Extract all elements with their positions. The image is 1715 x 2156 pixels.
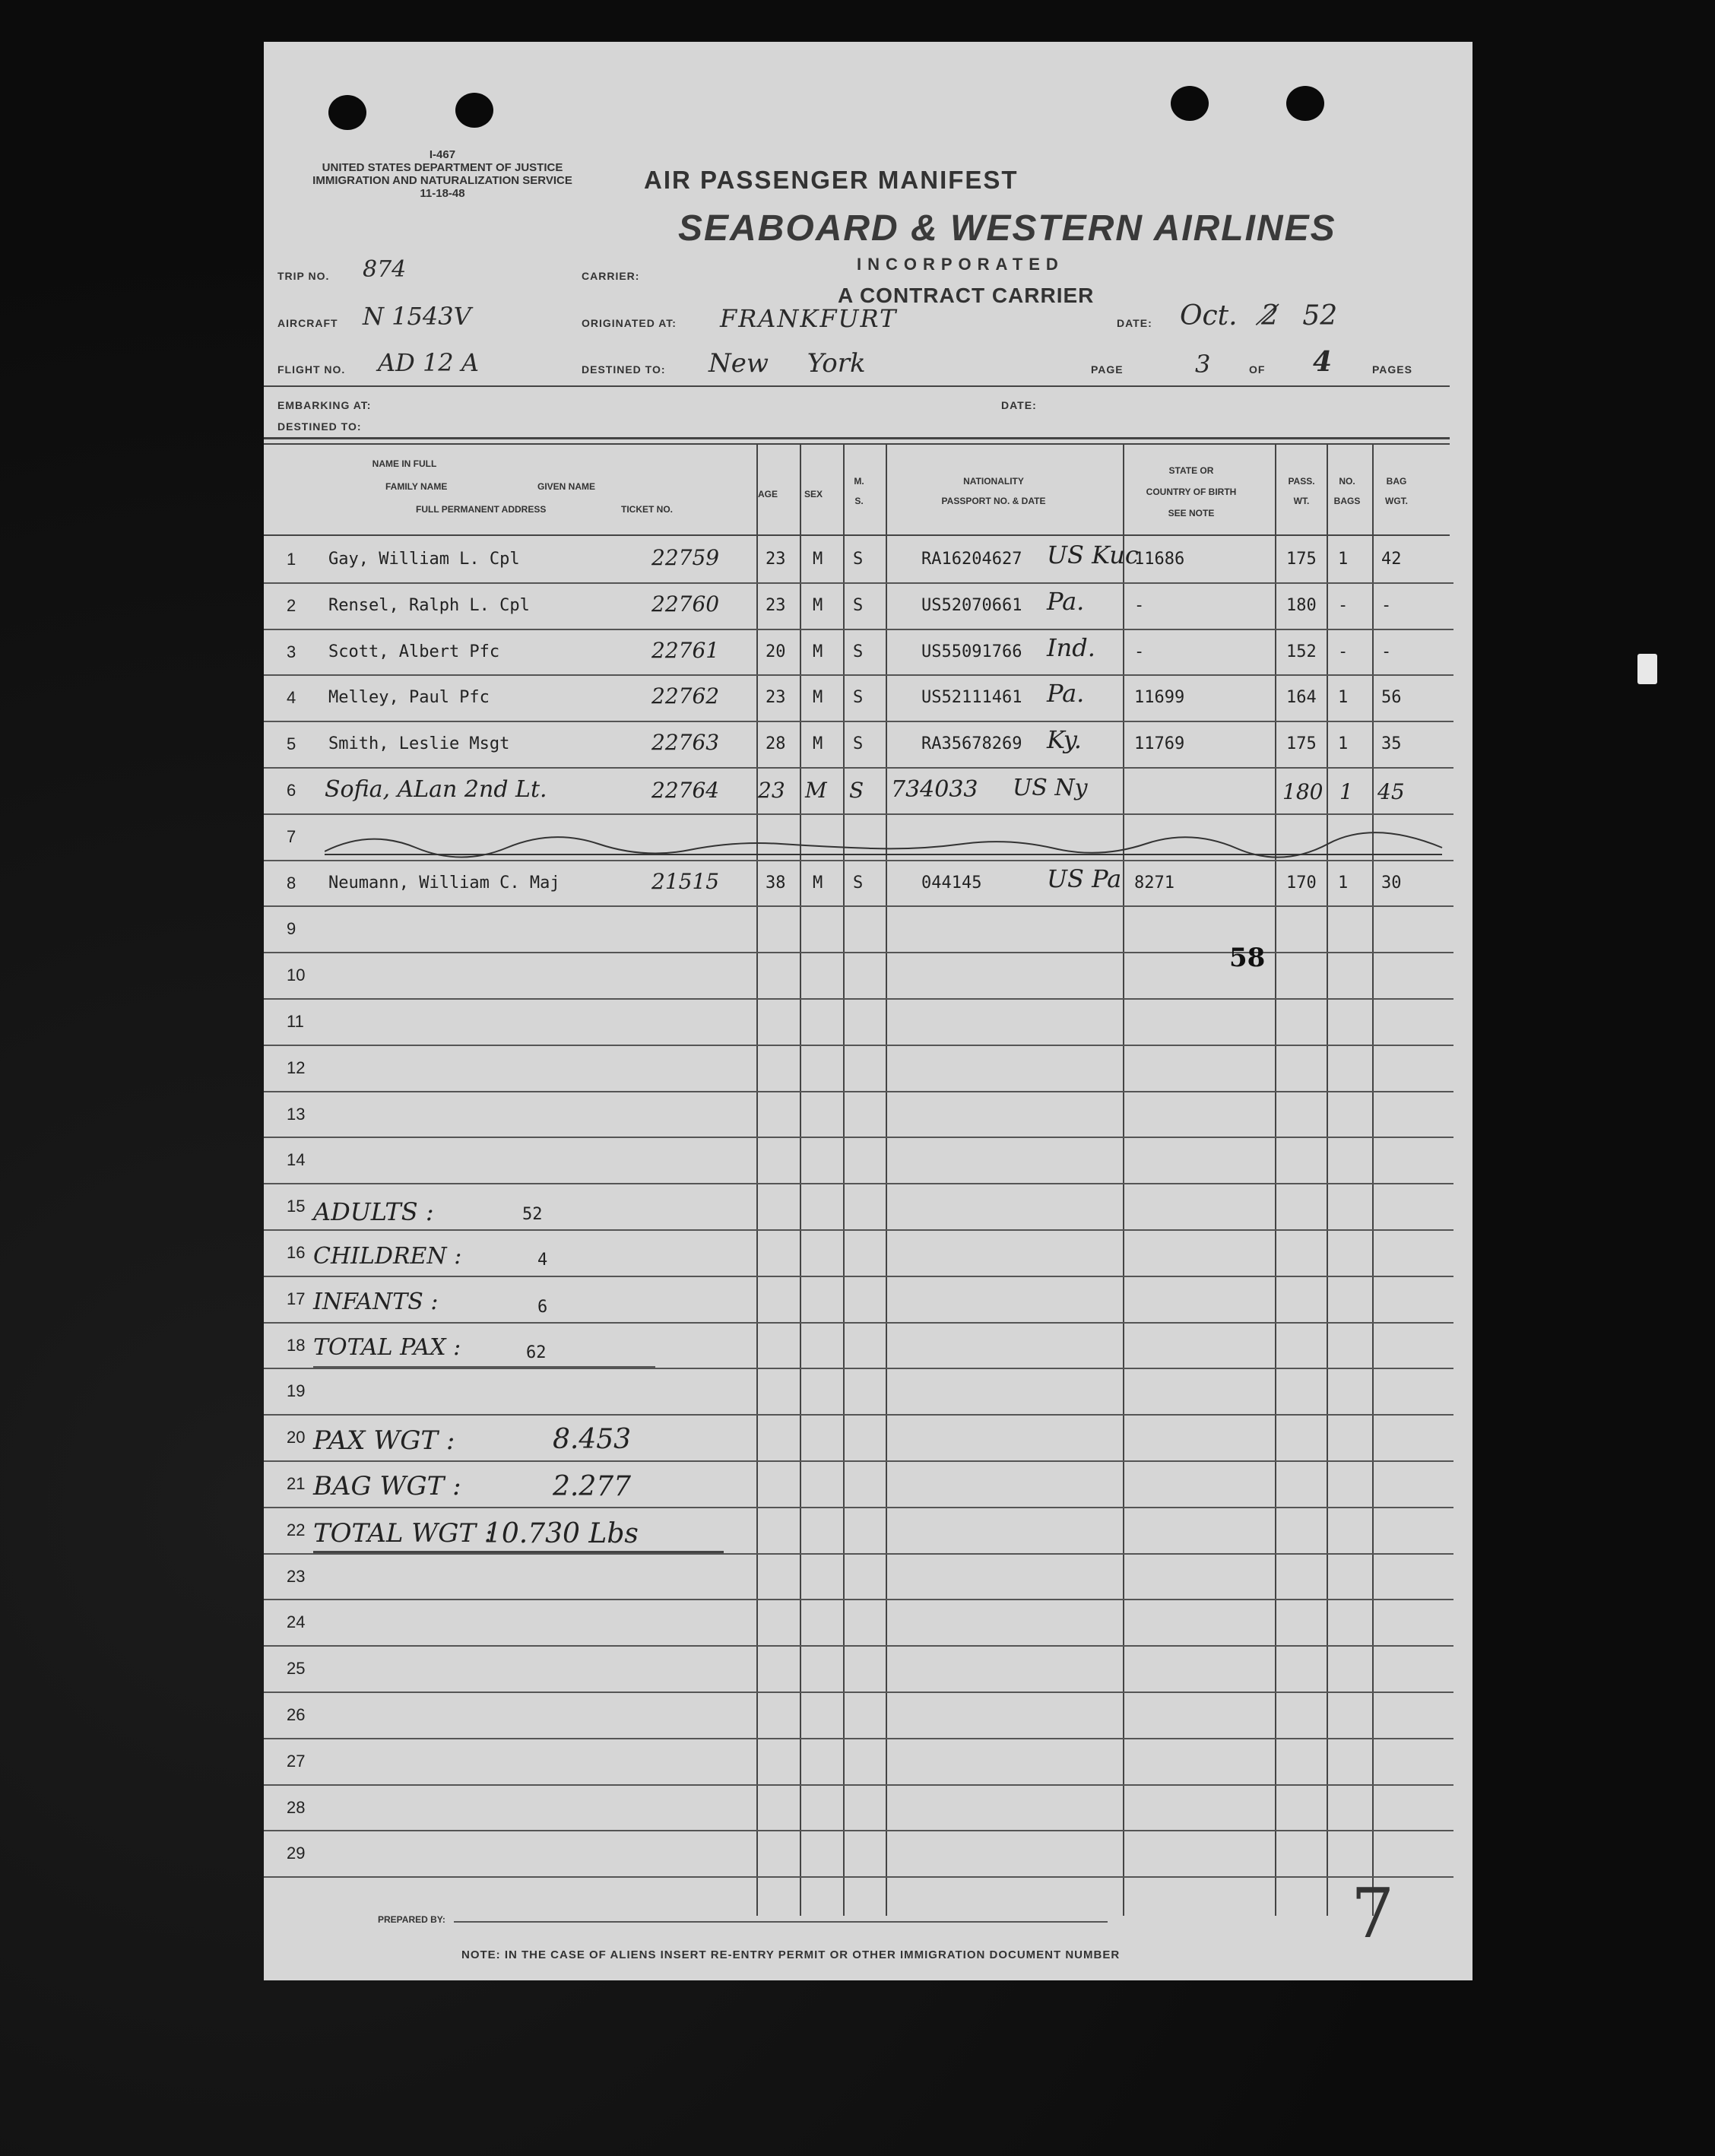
incorporated-label: INCORPORATED [857, 255, 1064, 274]
nationality-handwritten: Ky. [1047, 725, 1082, 755]
of-label: OF [1249, 363, 1266, 376]
age: 23 [758, 778, 785, 803]
row-number: 18 [287, 1335, 306, 1355]
flight-no-label: FLIGHT NO. [277, 363, 346, 376]
bags-count: - [1338, 642, 1349, 661]
scan-speck [1637, 654, 1657, 684]
row-line [264, 1091, 1453, 1092]
bag-wgt-label: BAG WGT : [313, 1471, 461, 1501]
row-line [264, 1645, 1453, 1647]
flight-no-value: AD 12 A [378, 348, 479, 377]
row-line [264, 1229, 1453, 1231]
col-header-ticket: TICKET NO. [621, 504, 673, 515]
row-number: 14 [287, 1150, 306, 1170]
col-divider [1372, 445, 1374, 1916]
col-bagw2: WGT. [1385, 496, 1408, 506]
adults-value: 52 [522, 1205, 543, 1224]
row-line [264, 1322, 1453, 1324]
total-wgt-value: 10.730 Lbs [484, 1518, 639, 1549]
row-line [264, 1876, 1453, 1878]
total-pax-label: TOTAL PAX : [313, 1334, 461, 1361]
pass-weight: 152 [1286, 642, 1317, 661]
divider [264, 385, 1450, 387]
nationality-handwritten: US Ny [1013, 775, 1088, 801]
row-7-strikethrough [325, 821, 1450, 867]
age: 20 [766, 642, 786, 661]
infants-label: INFANTS : [313, 1289, 439, 1315]
row-line [264, 1830, 1453, 1831]
passport-number: US52111461 [921, 688, 1022, 708]
age: 23 [766, 595, 786, 615]
row-number: 11 [287, 1012, 304, 1031]
col-divider [843, 445, 845, 1916]
row-line [264, 1784, 1453, 1786]
service-name: IMMIGRATION AND NATURALIZATION SERVICE [312, 174, 572, 187]
destined-to-value: New York [709, 348, 866, 379]
pages-label: PAGES [1372, 363, 1412, 376]
passport-number: 044145 [921, 873, 982, 893]
passport-number: US55091766 [921, 642, 1022, 661]
col-header-birth [1130, 460, 1252, 524]
bags-count: - [1338, 595, 1349, 615]
divider [264, 437, 1450, 439]
col-pass1: PASS. [1288, 476, 1315, 487]
row-line [264, 952, 1453, 953]
row-number: 25 [287, 1659, 306, 1679]
row-line [264, 1738, 1453, 1739]
col-ms1: M. [854, 476, 864, 487]
col-header-given: GIVEN NAME [537, 481, 596, 492]
prepared-by-line [454, 1921, 1108, 1923]
passport-number: RA16204627 [921, 550, 1022, 569]
originated-at-label: ORIGINATED AT: [582, 317, 677, 329]
date-label: DATE: [1117, 317, 1152, 329]
pass-weight: 175 [1286, 550, 1317, 569]
total-wgt-label: TOTAL WGT : [313, 1518, 493, 1549]
col-name-line1: NAME IN FULL [372, 458, 437, 469]
divider [264, 443, 1450, 445]
carrier-label: CARRIER: [582, 270, 640, 282]
children-label: CHILDREN : [313, 1243, 462, 1270]
row-number: 21 [287, 1474, 306, 1493]
trip-no-value: 874 [363, 256, 407, 283]
col-header-family: FAMILY NAME [385, 481, 448, 492]
row-line [264, 905, 1453, 907]
pass-weight: 180 [1282, 779, 1323, 804]
col-divider [886, 445, 887, 1916]
col-header-name [309, 452, 499, 475]
sex: M [813, 595, 823, 615]
department-block [275, 148, 610, 200]
passenger-name: Rensel, Ralph L. Cpl [328, 595, 530, 615]
page-stamp: 58 [1229, 943, 1266, 973]
pass-weight: 170 [1286, 873, 1317, 893]
page-value: 3 [1195, 350, 1211, 379]
col-header-nationality [887, 471, 1100, 511]
destined-to-lower-label: DESTINED TO: [277, 420, 362, 433]
passenger-name: Neumann, William C. Maj [328, 873, 560, 893]
col-pass2: WT. [1293, 496, 1310, 506]
passenger-name: Sofia, ALan 2nd Lt. [325, 776, 547, 803]
bag-weight: 30 [1381, 873, 1402, 893]
row-line [264, 629, 1453, 630]
row-number: 23 [287, 1566, 306, 1586]
ticket-number: 22760 [651, 591, 720, 617]
row-line [264, 813, 1453, 815]
ticket-number: 22762 [651, 683, 720, 709]
birth-code: 8271 [1134, 873, 1175, 893]
aircraft-label: AIRCRAFT [277, 317, 338, 329]
row-number: 28 [287, 1797, 306, 1817]
col-divider [1123, 445, 1124, 1916]
bags-count: 1 [1338, 550, 1349, 569]
birth-code: - [1134, 595, 1145, 615]
col-header-bags [1332, 471, 1362, 511]
embarking-at-label: EMBARKING AT: [277, 399, 372, 411]
col-bags2: BAGS [1333, 496, 1361, 506]
department-name: UNITED STATES DEPARTMENT OF JUSTICE [322, 161, 563, 174]
sex: M [813, 642, 823, 661]
pax-wgt-label: PAX WGT : [313, 1425, 455, 1456]
originated-at-value: FRANKFURT [720, 304, 898, 333]
bag-weight: - [1381, 642, 1392, 661]
date-value: Oct. 2̸ 52 [1180, 300, 1338, 331]
row-line [264, 674, 1453, 676]
marital-status: S [849, 778, 864, 803]
row-number: 20 [287, 1428, 306, 1447]
col-divider [1275, 445, 1276, 1916]
row-line [264, 767, 1453, 769]
col-nat2: PASSPORT NO. & DATE [941, 496, 1046, 506]
row-number: 9 [287, 919, 296, 939]
row-number: 22 [287, 1520, 306, 1539]
nationality-handwritten: US Kuc [1047, 541, 1139, 569]
bag-wgt-value: 2.277 [553, 1471, 632, 1502]
passenger-name: Gay, William L. Cpl [328, 550, 520, 569]
bags-count: 1 [1338, 734, 1349, 754]
col-header-address: FULL PERMANENT ADDRESS [416, 504, 547, 515]
sex: M [813, 873, 823, 893]
row-line [264, 1045, 1453, 1046]
date2-label: DATE: [1001, 399, 1037, 411]
age: 38 [766, 873, 786, 893]
row-number: 24 [287, 1612, 306, 1632]
ticket-number: 22761 [651, 637, 720, 663]
form-date: 11-18-48 [420, 187, 465, 200]
ticket-number: 22763 [651, 730, 720, 756]
corner-mark: 7 [1351, 1874, 1395, 1954]
col-divider [1327, 445, 1328, 1916]
marital-status: S [853, 595, 864, 615]
row-number: 1 [287, 550, 296, 569]
nationality-handwritten: US Pa [1047, 864, 1122, 893]
ticket-number: 21515 [651, 868, 720, 894]
sex: M [813, 734, 823, 754]
col-bags1: NO. [1339, 476, 1355, 487]
col-state3: SEE NOTE [1168, 508, 1215, 518]
pass-weight: 164 [1286, 688, 1317, 708]
col-state1: STATE OR [1168, 465, 1214, 476]
birth-code: - [1134, 642, 1145, 661]
total-pax-value: 62 [526, 1343, 547, 1362]
col-ms2: S. [854, 496, 864, 506]
punch-hole [1171, 86, 1209, 121]
bag-weight: 56 [1381, 688, 1402, 708]
col-state2: COUNTRY OF BIRTH [1146, 487, 1237, 497]
manifest-sheet [264, 42, 1472, 1980]
age: 23 [766, 550, 786, 569]
row-number: 12 [287, 1057, 306, 1077]
col-divider [800, 445, 801, 1916]
col-nat1: NATIONALITY [963, 476, 1024, 487]
airline-name: SEABOARD & WESTERN AIRLINES [678, 208, 1336, 249]
bags-count: 1 [1339, 779, 1353, 804]
marital-status: S [853, 642, 864, 661]
total-pax-underline [313, 1366, 655, 1369]
col-header-age: AGE [757, 489, 778, 499]
destined-to-label: DESTINED TO: [582, 363, 666, 376]
row-number: 5 [287, 734, 296, 754]
row-number: 13 [287, 1104, 306, 1124]
row-number: 15 [287, 1197, 306, 1216]
adults-label: ADULTS : [313, 1197, 434, 1226]
page-label: PAGE [1091, 363, 1124, 376]
pass-weight: 180 [1286, 595, 1317, 615]
row-number: 17 [287, 1289, 306, 1308]
birth-code: 11699 [1134, 688, 1185, 708]
row-number: 7 [287, 826, 296, 846]
row-line [264, 998, 1453, 1000]
carrier-type: A CONTRACT CARRIER [838, 284, 1095, 307]
row-line [264, 1183, 1453, 1184]
row-line [264, 1414, 1453, 1416]
col-header-pass-wt [1286, 471, 1317, 511]
ticket-number: 22759 [651, 545, 720, 570]
nationality-handwritten: Pa. [1047, 679, 1085, 709]
footer-note: NOTE: IN THE CASE OF ALIENS INSERT RE-ENTRY PERMIT OR OTHER IMMIGRATION DOCUMENT NUMBER [461, 1948, 1121, 1961]
passenger-name: Scott, Albert Pfc [328, 642, 500, 661]
row-number: 6 [287, 781, 296, 800]
birth-code: 11686 [1134, 550, 1185, 569]
bag-weight: 45 [1377, 779, 1405, 804]
divider [264, 534, 1450, 536]
row-number: 3 [287, 642, 296, 661]
marital-status: S [853, 550, 864, 569]
marital-status: S [853, 688, 864, 708]
trip-no-label: TRIP NO. [277, 270, 330, 282]
ticket-number: 22764 [651, 778, 720, 803]
sex: M [805, 778, 827, 803]
age: 23 [766, 688, 786, 708]
total-wgt-underline [313, 1551, 724, 1553]
row-number: 2 [287, 595, 296, 615]
nationality-handwritten: Ind. [1047, 633, 1095, 662]
row-number: 10 [287, 965, 306, 985]
row-number: 27 [287, 1751, 306, 1771]
bag-weight: 35 [1381, 734, 1402, 754]
sex: M [813, 688, 823, 708]
aircraft-value: N 1543V [363, 302, 471, 331]
children-value: 4 [537, 1251, 548, 1270]
row-number: 16 [287, 1243, 306, 1262]
row-number: 29 [287, 1844, 306, 1863]
punch-hole [1286, 86, 1324, 121]
row-line [264, 1460, 1453, 1462]
passenger-name: Melley, Paul Pfc [328, 688, 490, 708]
row-line [264, 721, 1453, 722]
passport-number: US52070661 [921, 595, 1022, 615]
passport-number: RA35678269 [921, 734, 1022, 754]
birth-code: 11769 [1134, 734, 1185, 754]
col-bagw1: BAG [1386, 476, 1407, 487]
row-number: 26 [287, 1705, 306, 1724]
row-line [264, 582, 1453, 584]
col-header-sex: SEX [804, 489, 823, 499]
punch-hole [328, 95, 366, 130]
pass-weight: 175 [1286, 734, 1317, 754]
row-number: 4 [287, 688, 296, 708]
nationality-handwritten: Pa. [1047, 586, 1085, 616]
passport-number: 734033 [891, 776, 978, 803]
manifest-title: AIR PASSENGER MANIFEST [644, 166, 1019, 194]
bag-weight: - [1381, 595, 1392, 615]
row-line [264, 1276, 1453, 1277]
row-line [264, 1137, 1453, 1138]
punch-hole [455, 93, 493, 128]
col-header-ms [848, 471, 870, 511]
sex: M [813, 550, 823, 569]
row-line [264, 1507, 1453, 1508]
bag-weight: 42 [1381, 550, 1402, 569]
col-header-bag-wt [1377, 471, 1415, 511]
bags-count: 1 [1338, 873, 1349, 893]
row-number: 19 [287, 1381, 306, 1401]
bags-count: 1 [1338, 688, 1349, 708]
row-line [264, 1692, 1453, 1693]
marital-status: S [853, 734, 864, 754]
pax-wgt-value: 8.453 [553, 1424, 632, 1455]
of-value: 4 [1313, 346, 1333, 378]
passenger-name: Smith, Leslie Msgt [328, 734, 510, 754]
row-number: 8 [287, 873, 296, 893]
infants-value: 6 [537, 1298, 548, 1317]
row-line [264, 1599, 1453, 1600]
marital-status: S [853, 873, 864, 893]
col-divider [756, 445, 758, 1916]
form-number: I-467 [429, 148, 456, 161]
prepared-by-label: PREPARED BY: [378, 1914, 445, 1925]
age: 28 [766, 734, 786, 754]
